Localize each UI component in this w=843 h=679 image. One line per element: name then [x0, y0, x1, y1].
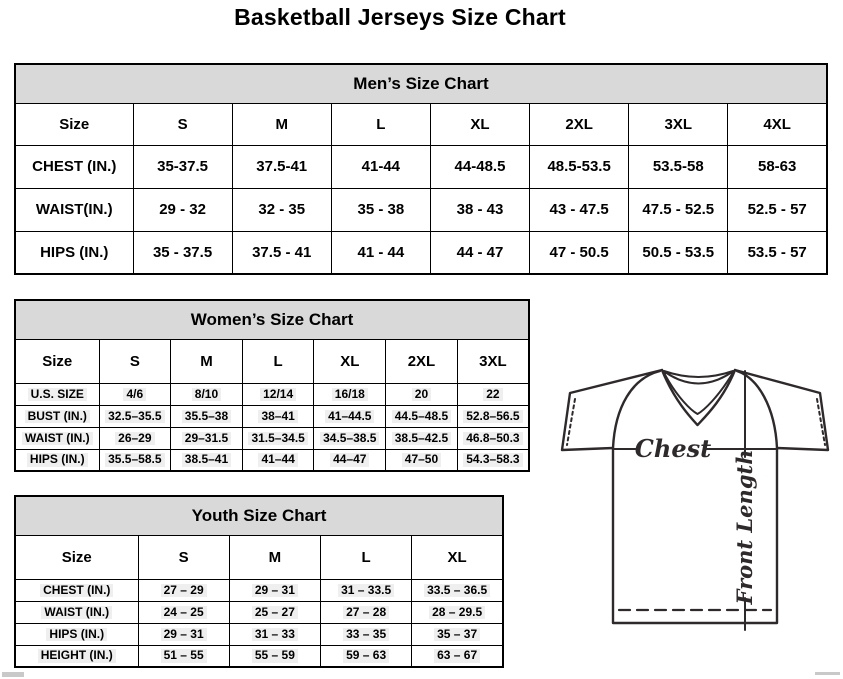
page-title: Basketball Jerseys Size Chart: [234, 4, 566, 30]
size-col-header: L: [242, 339, 314, 383]
table-row: [15, 623, 503, 645]
value-cell: 41 - 44: [331, 231, 430, 274]
value-cell: 35-37.5: [133, 145, 232, 188]
table-row: [15, 145, 827, 188]
value-cell: 41-44: [331, 145, 430, 188]
table-row: [15, 427, 529, 449]
value-cell: 53.5-58: [629, 145, 728, 188]
row-label: U.S. SIZE: [15, 383, 99, 405]
value-cell: 27 – 28: [321, 601, 412, 623]
size-col-header: XL: [412, 535, 503, 579]
value-cell: 32.5–35.5: [99, 405, 171, 427]
table-row: [15, 449, 529, 471]
value-cell: 33.5 – 36.5: [412, 579, 503, 601]
value-cell: 8/10: [171, 383, 243, 405]
table-row: [15, 405, 529, 427]
value-cell: 35.5–38: [171, 405, 243, 427]
size-corner-cell: Size: [15, 103, 133, 145]
row-label: CHEST (IN.): [15, 145, 133, 188]
value-cell: 28 – 29.5: [412, 601, 503, 623]
value-cell: 22: [457, 383, 529, 405]
value-cell: 31 – 33.5: [321, 579, 412, 601]
jersey-outline: [562, 370, 828, 623]
value-cell: 44-48.5: [430, 145, 529, 188]
value-cell: 38.5–42.5: [386, 427, 458, 449]
value-cell: 20: [386, 383, 458, 405]
size-col-header: S: [133, 103, 232, 145]
table-row: [15, 383, 529, 405]
value-cell: 31.5–34.5: [242, 427, 314, 449]
size-col-header: M: [171, 339, 243, 383]
value-cell: 54.3–58.3: [457, 449, 529, 471]
row-label: HIPS (IN.): [15, 623, 138, 645]
size-col-header: S: [99, 339, 171, 383]
value-cell: 16/18: [314, 383, 386, 405]
table-row: [15, 579, 503, 601]
bottom-right-fragment: [815, 672, 840, 675]
value-cell: 46.8–50.3: [457, 427, 529, 449]
size-col-header: 2XL: [530, 103, 629, 145]
value-cell: 32 - 35: [232, 188, 331, 231]
value-cell: 50.5 - 53.5: [629, 231, 728, 274]
value-cell: 37.5-41: [232, 145, 331, 188]
size-corner-cell: Size: [15, 535, 138, 579]
value-cell: 38.5–41: [171, 449, 243, 471]
size-col-header: S: [138, 535, 229, 579]
table-row: [15, 601, 503, 623]
mens-size-table: [14, 63, 828, 275]
size-col-header: XL: [314, 339, 386, 383]
value-cell: 35 – 37: [412, 623, 503, 645]
jersey-vneck: [662, 370, 735, 425]
value-cell: 44–47: [314, 449, 386, 471]
value-cell: 52.8–56.5: [457, 405, 529, 427]
size-col-header: 3XL: [629, 103, 728, 145]
value-cell: 52.5 - 57: [728, 188, 827, 231]
value-cell: 63 – 67: [412, 645, 503, 667]
row-label: CHEST (IN.): [15, 579, 138, 601]
table-header: Women’s Size Chart: [15, 300, 529, 339]
value-cell: 38 - 43: [430, 188, 529, 231]
size-col-header: 2XL: [386, 339, 458, 383]
value-cell: 26–29: [99, 427, 171, 449]
table-row: [15, 231, 827, 274]
row-label: HEIGHT (IN.): [15, 645, 138, 667]
table-header: Youth Size Chart: [15, 496, 503, 535]
value-cell: 51 – 55: [138, 645, 229, 667]
value-cell: 4/6: [99, 383, 171, 405]
front-length-label: Front Length: [732, 449, 757, 605]
size-col-header: M: [232, 103, 331, 145]
table-header: Men’s Size Chart: [15, 64, 827, 103]
value-cell: 37.5 - 41: [232, 231, 331, 274]
size-col-header: XL: [430, 103, 529, 145]
value-cell: 48.5-53.5: [530, 145, 629, 188]
value-cell: 47–50: [386, 449, 458, 471]
value-cell: 44 - 47: [430, 231, 529, 274]
value-cell: 43 - 47.5: [530, 188, 629, 231]
value-cell: 24 – 25: [138, 601, 229, 623]
value-cell: 35 - 37.5: [133, 231, 232, 274]
womens-size-table: [14, 299, 530, 472]
value-cell: 31 – 33: [229, 623, 320, 645]
value-cell: 58-63: [728, 145, 827, 188]
jersey-diagram: [556, 362, 836, 672]
value-cell: 59 – 63: [321, 645, 412, 667]
value-cell: 27 – 29: [138, 579, 229, 601]
value-cell: 25 – 27: [229, 601, 320, 623]
size-col-header: L: [321, 535, 412, 579]
youth-size-table: [14, 495, 504, 668]
value-cell: 55 – 59: [229, 645, 320, 667]
value-cell: 41–44: [242, 449, 314, 471]
row-label: HIPS (IN.): [15, 231, 133, 274]
row-label: WAIST (IN.): [15, 427, 99, 449]
value-cell: 47 - 50.5: [530, 231, 629, 274]
value-cell: 38–41: [242, 405, 314, 427]
value-cell: 35 - 38: [331, 188, 430, 231]
chest-label: Chest: [634, 434, 712, 463]
value-cell: 29–31.5: [171, 427, 243, 449]
row-label: BUST (IN.): [15, 405, 99, 427]
value-cell: 41–44.5: [314, 405, 386, 427]
row-label: WAIST(IN.): [15, 188, 133, 231]
value-cell: 53.5 - 57: [728, 231, 827, 274]
value-cell: 47.5 - 52.5: [629, 188, 728, 231]
value-cell: 34.5–38.5: [314, 427, 386, 449]
value-cell: 29 – 31: [229, 579, 320, 601]
row-label: HIPS (IN.): [15, 449, 99, 471]
table-row: [15, 188, 827, 231]
value-cell: 33 – 35: [321, 623, 412, 645]
table-row: [15, 645, 503, 667]
size-corner-cell: Size: [15, 339, 99, 383]
value-cell: 29 - 32: [133, 188, 232, 231]
size-col-header: L: [331, 103, 430, 145]
size-col-header: M: [229, 535, 320, 579]
value-cell: 35.5–58.5: [99, 449, 171, 471]
size-col-header: 4XL: [728, 103, 827, 145]
value-cell: 44.5–48.5: [386, 405, 458, 427]
row-label: WAIST (IN.): [15, 601, 138, 623]
value-cell: 12/14: [242, 383, 314, 405]
size-col-header: 3XL: [457, 339, 529, 383]
value-cell: 29 – 31: [138, 623, 229, 645]
bottom-left-fragment: [2, 672, 24, 677]
